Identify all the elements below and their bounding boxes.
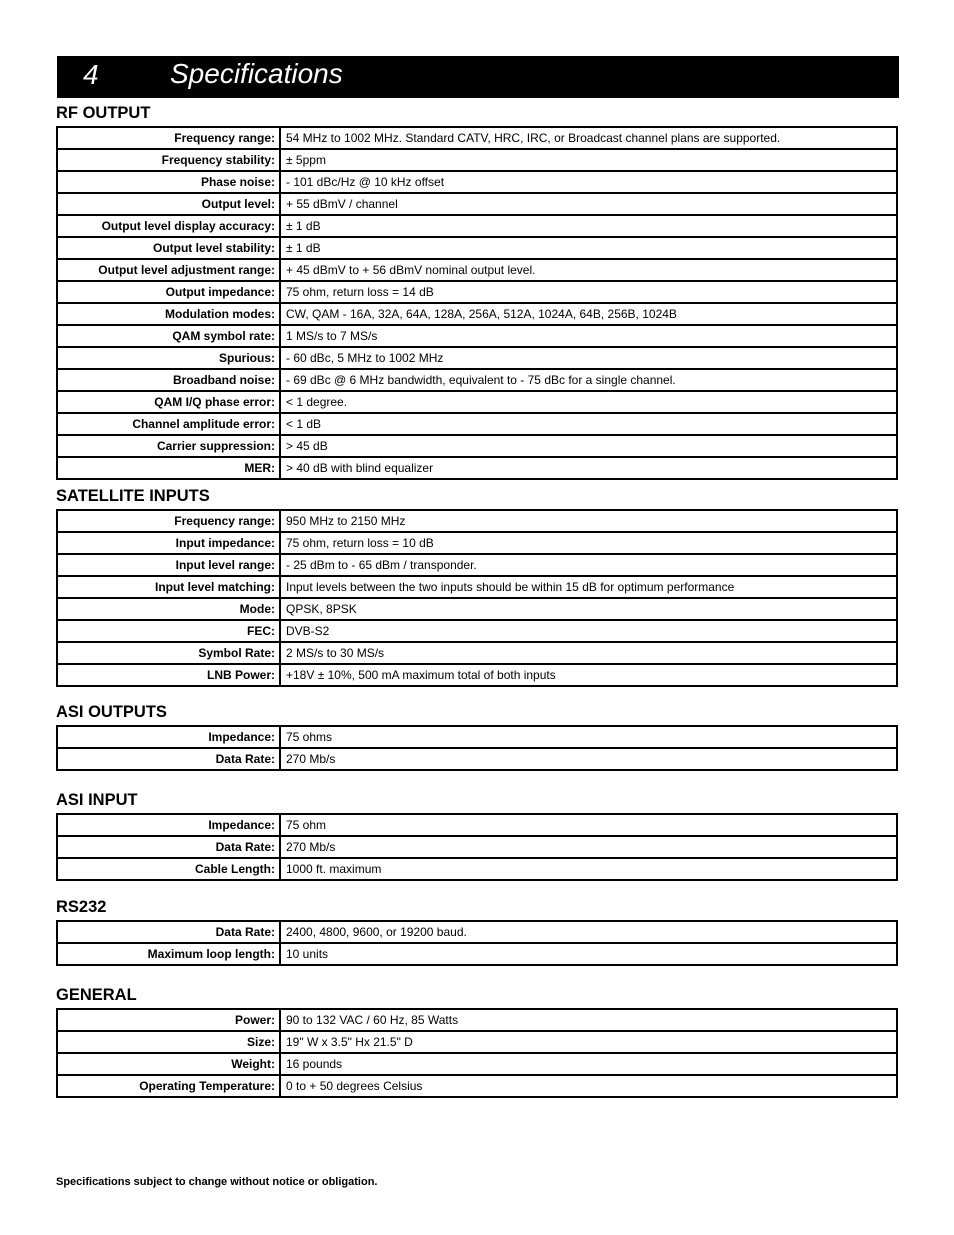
- spec-label: Phase noise:: [57, 171, 280, 193]
- spec-row: [57, 149, 897, 171]
- spec-value: 10 units: [280, 943, 897, 965]
- spec-row: [57, 215, 897, 237]
- spec-row: [57, 325, 897, 347]
- spec-label: Output level:: [57, 193, 280, 215]
- spec-row: [57, 1053, 897, 1075]
- spec-row: [57, 598, 897, 620]
- spec-section: [56, 487, 898, 687]
- spec-row: [57, 726, 897, 748]
- spec-table: [56, 509, 898, 687]
- spec-value: 270 Mb/s: [280, 748, 897, 770]
- spec-row: [57, 664, 897, 686]
- spec-table: [56, 1008, 898, 1098]
- spec-value: CW, QAM - 16A, 32A, 64A, 128A, 256A, 512A, 1024A, 64B, 256B, 1024B: [280, 303, 897, 325]
- spec-section: [56, 898, 898, 966]
- spec-label: Frequency range:: [57, 127, 280, 149]
- spec-row: [57, 193, 897, 215]
- spec-value: - 25 dBm to - 65 dBm / transponder.: [280, 554, 897, 576]
- spec-row: [57, 1075, 897, 1097]
- spec-row: [57, 391, 897, 413]
- spec-row: [57, 259, 897, 281]
- spec-value: 54 MHz to 1002 MHz. Standard CATV, HRC, IRC, or Broadcast channel plans are supported.: [280, 127, 897, 149]
- spec-label: Power:: [57, 1009, 280, 1031]
- spec-label: Mode:: [57, 598, 280, 620]
- spec-value: 19" W x 3.5" Hx 21.5" D: [280, 1031, 897, 1053]
- spec-value: QPSK, 8PSK: [280, 598, 897, 620]
- spec-row: [57, 303, 897, 325]
- spec-label: Input level range:: [57, 554, 280, 576]
- spec-row: [57, 836, 897, 858]
- section-heading: ASI OUTPUTS: [56, 703, 167, 721]
- section-heading: RS232: [56, 898, 107, 916]
- spec-value: ± 1 dB: [280, 237, 897, 259]
- section-heading: SATELLITE INPUTS: [56, 487, 210, 505]
- spec-row: [57, 369, 897, 391]
- spec-row: [57, 1009, 897, 1031]
- spec-value: 950 MHz to 2150 MHz: [280, 510, 897, 532]
- spec-section: [56, 791, 898, 881]
- spec-table: [56, 920, 898, 966]
- spec-row: [57, 814, 897, 836]
- spec-value: 2400, 4800, 9600, or 19200 baud.: [280, 921, 897, 943]
- spec-value: > 40 dB with blind equalizer: [280, 457, 897, 479]
- spec-value: 1 MS/s to 7 MS/s: [280, 325, 897, 347]
- spec-label: Data Rate:: [57, 921, 280, 943]
- spec-value: 75 ohm, return loss = 10 dB: [280, 532, 897, 554]
- spec-row: [57, 921, 897, 943]
- spec-row: [57, 237, 897, 259]
- spec-label: Maximum loop length:: [57, 943, 280, 965]
- spec-value: 2 MS/s to 30 MS/s: [280, 642, 897, 664]
- spec-row: [57, 1031, 897, 1053]
- spec-value: < 1 degree.: [280, 391, 897, 413]
- spec-label: QAM I/Q phase error:: [57, 391, 280, 413]
- chapter-number: 4: [83, 59, 99, 90]
- spec-row: [57, 435, 897, 457]
- spec-label: Input impedance:: [57, 532, 280, 554]
- spec-value: 75 ohms: [280, 726, 897, 748]
- spec-value: 0 to + 50 degrees Celsius: [280, 1075, 897, 1097]
- spec-row: [57, 943, 897, 965]
- spec-row: [57, 457, 897, 479]
- spec-value: 1000 ft. maximum: [280, 858, 897, 880]
- spec-label: Carrier suppression:: [57, 435, 280, 457]
- spec-label: Frequency stability:: [57, 149, 280, 171]
- spec-label: Weight:: [57, 1053, 280, 1075]
- spec-label: Output level stability:: [57, 237, 280, 259]
- section-heading: RF OUTPUT: [56, 104, 151, 122]
- spec-value: + 45 dBmV to + 56 dBmV nominal output level.: [280, 259, 897, 281]
- spec-value: 75 ohm, return loss = 14 dB: [280, 281, 897, 303]
- spec-value: - 60 dBc, 5 MHz to 1002 MHz: [280, 347, 897, 369]
- spec-section: [56, 104, 898, 480]
- spec-label: FEC:: [57, 620, 280, 642]
- spec-label: MER:: [57, 457, 280, 479]
- spec-value: ± 1 dB: [280, 215, 897, 237]
- spec-row: [57, 171, 897, 193]
- spec-label: Output level display accuracy:: [57, 215, 280, 237]
- spec-label: QAM symbol rate:: [57, 325, 280, 347]
- spec-value: 75 ohm: [280, 814, 897, 836]
- spec-row: [57, 413, 897, 435]
- chapter-header: [57, 56, 899, 98]
- spec-label: Spurious:: [57, 347, 280, 369]
- spec-value: 270 Mb/s: [280, 836, 897, 858]
- spec-value: < 1 dB: [280, 413, 897, 435]
- spec-label: Frequency range:: [57, 510, 280, 532]
- spec-table: [56, 725, 898, 771]
- section-heading: GENERAL: [56, 986, 137, 1004]
- spec-label: Symbol Rate:: [57, 642, 280, 664]
- spec-row: [57, 510, 897, 532]
- spec-label: Channel amplitude error:: [57, 413, 280, 435]
- spec-value: ± 5ppm: [280, 149, 897, 171]
- spec-value: > 45 dB: [280, 435, 897, 457]
- spec-row: [57, 858, 897, 880]
- spec-label: Cable Length:: [57, 858, 280, 880]
- spec-row: [57, 748, 897, 770]
- spec-label: Data Rate:: [57, 836, 280, 858]
- spec-label: Impedance:: [57, 726, 280, 748]
- footnote: Specifications subject to change without notice or obligation.: [56, 1176, 378, 1188]
- spec-value: - 69 dBc @ 6 MHz bandwidth, equivalent to - 75 dBc for a single channel.: [280, 369, 897, 391]
- spec-row: [57, 554, 897, 576]
- spec-label: Input level matching:: [57, 576, 280, 598]
- spec-value: - 101 dBc/Hz @ 10 kHz offset: [280, 171, 897, 193]
- spec-label: Size:: [57, 1031, 280, 1053]
- section-heading: ASI INPUT: [56, 791, 138, 809]
- spec-label: LNB Power:: [57, 664, 280, 686]
- spec-table: [56, 126, 898, 480]
- spec-label: Broadband noise:: [57, 369, 280, 391]
- spec-value: +18V ± 10%, 500 mA maximum total of both inputs: [280, 664, 897, 686]
- spec-label: Operating Temperature:: [57, 1075, 280, 1097]
- spec-label: Output level adjustment range:: [57, 259, 280, 281]
- spec-table: [56, 813, 898, 881]
- spec-label: Data Rate:: [57, 748, 280, 770]
- spec-label: Impedance:: [57, 814, 280, 836]
- spec-value: 16 pounds: [280, 1053, 897, 1075]
- spec-row: [57, 347, 897, 369]
- spec-row: [57, 281, 897, 303]
- spec-label: Modulation modes:: [57, 303, 280, 325]
- spec-row: [57, 576, 897, 598]
- spec-section: [56, 986, 898, 1098]
- spec-row: [57, 532, 897, 554]
- spec-value: + 55 dBmV / channel: [280, 193, 897, 215]
- spec-value: DVB-S2: [280, 620, 897, 642]
- chapter-title: Specifications: [170, 58, 343, 89]
- spec-row: [57, 127, 897, 149]
- spec-row: [57, 642, 897, 664]
- spec-row: [57, 620, 897, 642]
- spec-label: Output impedance:: [57, 281, 280, 303]
- spec-section: [56, 703, 898, 771]
- spec-value: 90 to 132 VAC / 60 Hz, 85 Watts: [280, 1009, 897, 1031]
- spec-value: Input levels between the two inputs should be within 15 dB for optimum performance: [280, 576, 897, 598]
